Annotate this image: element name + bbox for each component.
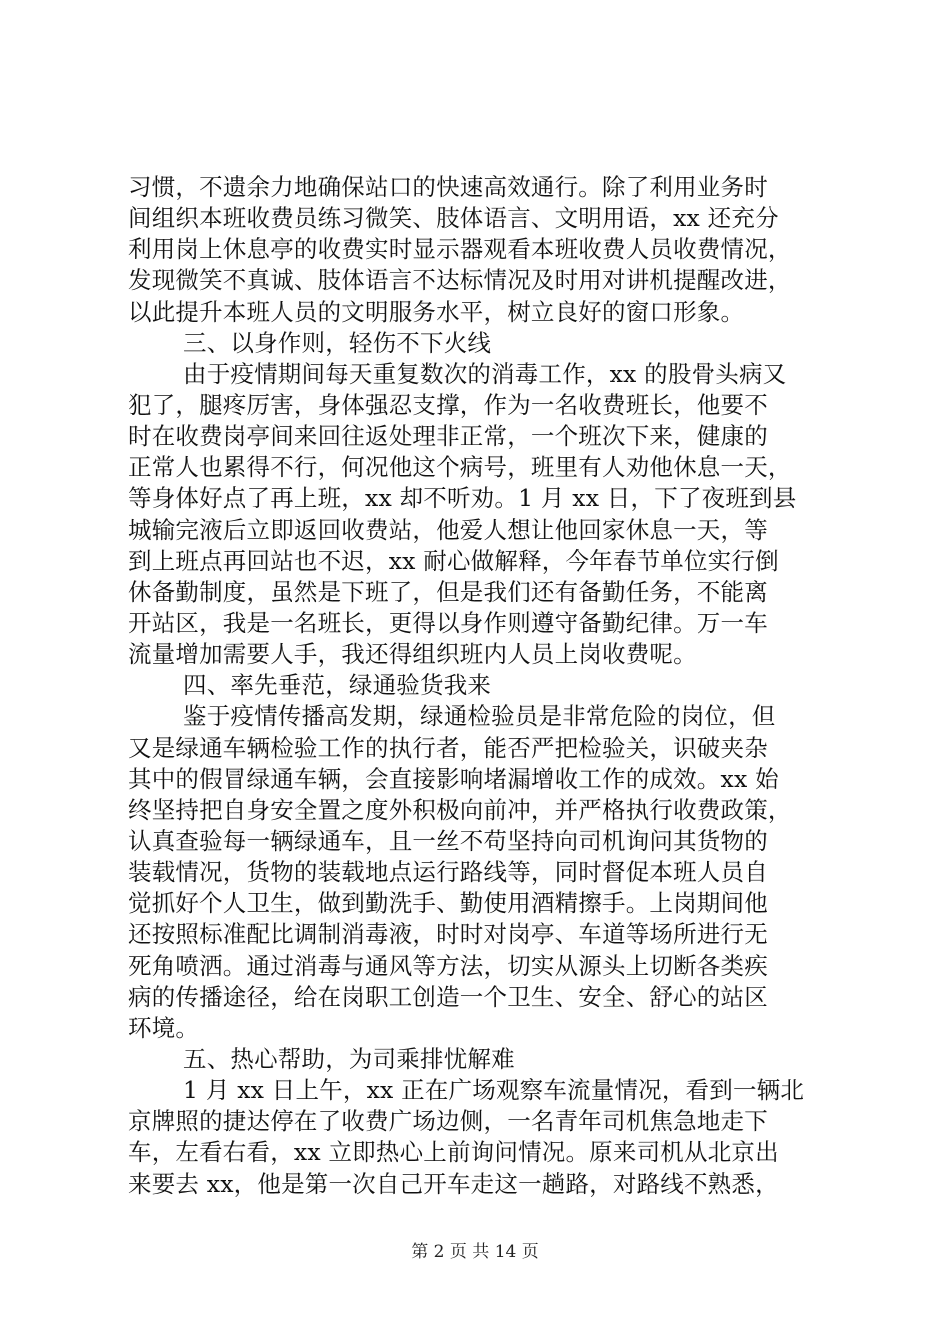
text-line: 等身体好点了再上班，xx 却不听劝。1 月 xx 日，下了夜班到县 xyxy=(128,484,797,513)
text-line: 到上班点再回站也不迟，xx 耐心做解释，今年春节单位实行倒 xyxy=(128,546,779,575)
text-line: 五、热心帮助，为司乘排忧解难 xyxy=(183,1044,515,1073)
text-line: 终坚持把自身安全置之度外积极向前冲，并严格执行收费政策， xyxy=(128,795,792,824)
text-line: 间组织本班收费员练习微笑、肢体语言、文明用语，xx 还充分 xyxy=(128,204,779,233)
text-line: 犯了，腿疼厉害，身体强忍支撑，作为一名收费班长，他要不 xyxy=(128,390,768,419)
text-line: 正常人也累得不行，何况他这个病号，班里有人劝他休息一天， xyxy=(128,453,792,482)
text-line: 开站区，我是一名班长，更得以身作则遵守备勤纪律。万一车 xyxy=(128,608,768,637)
document-body xyxy=(128,172,840,1200)
text-line: 休备勤制度，虽然是下班了，但是我们还有备勤任务，不能离 xyxy=(128,577,768,606)
text-line: 时在收费岗亭间来回往返处理非正常，一个班次下来，健康的 xyxy=(128,422,768,451)
text-line: 认真查验每一辆绿通车，且一丝不苟坚持向司机询问其货物的 xyxy=(128,826,768,855)
text-line: 觉抓好个人卫生，做到勤洗手、勤使用酒精擦手。上岗期间他 xyxy=(128,889,768,918)
text-line: 三、以身作则，轻伤不下火线 xyxy=(183,328,492,357)
text-line: 1 月 xx 日上午，xx 正在广场观察车流量情况，看到一辆北 xyxy=(183,1076,805,1105)
text-line: 病的传播途径，给在岗职工创造一个卫生、安全、舒心的站区 xyxy=(128,982,768,1011)
text-line: 城输完液后立即返回收费站，他爱人想让他回家休息一天，等 xyxy=(128,515,768,544)
text-line: 由于疫情期间每天重复数次的消毒工作，xx 的股骨头病又 xyxy=(183,359,787,388)
text-line: 还按照标准配比调制消毒液，时时对岗亭、车道等场所进行无 xyxy=(128,920,768,949)
text-line: 京牌照的捷达停在了收费广场边侧，一名青年司机焦急地走下 xyxy=(128,1107,768,1136)
text-line: 死角喷洒。通过消毒与通风等方法，切实从源头上切断各类疾 xyxy=(128,951,768,980)
text-line: 习惯，不遗余力地确保站口的快速高效通行。除了利用业务时 xyxy=(128,173,768,201)
text-line: 来要去 xx，他是第一次自己开车走这一趟路，对路线不熟悉， xyxy=(128,1169,779,1198)
page-footer: 第 2 页 共 14 页 xyxy=(411,1242,539,1262)
text-line: 又是绿通车辆检验工作的执行者，能否严把检验关，识破夹杂 xyxy=(128,733,768,762)
text-line: 流量增加需要人手，我还得组织班内人员上岗收费呢。 xyxy=(128,640,697,669)
text-line: 环境。 xyxy=(128,1013,200,1042)
text-line: 装载情况，货物的装载地点运行路线等，同时督促本班人员自 xyxy=(128,858,768,887)
text-line: 利用岗上休息亭的收费实时显示器观看本班收费人员收费情况， xyxy=(128,235,792,264)
text-line: 其中的假冒绿通车辆，会直接影响堵漏增收工作的成效。xx 始 xyxy=(128,764,779,793)
text-line: 四、率先垂范，绿通验货我来 xyxy=(183,671,492,700)
text-line: 发现微笑不真诚、肢体语言不达标情况及时用对讲机提醒改进， xyxy=(128,266,792,295)
text-line: 以此提升本班人员的文明服务水平，树立良好的窗口形象。 xyxy=(128,297,745,326)
text-line: 鉴于疫情传播高发期，绿通检验员是非常危险的岗位，但 xyxy=(183,702,776,731)
text-line: 车，左看右看，xx 立即热心上前询问情况。原来司机从北京出 xyxy=(128,1138,779,1167)
